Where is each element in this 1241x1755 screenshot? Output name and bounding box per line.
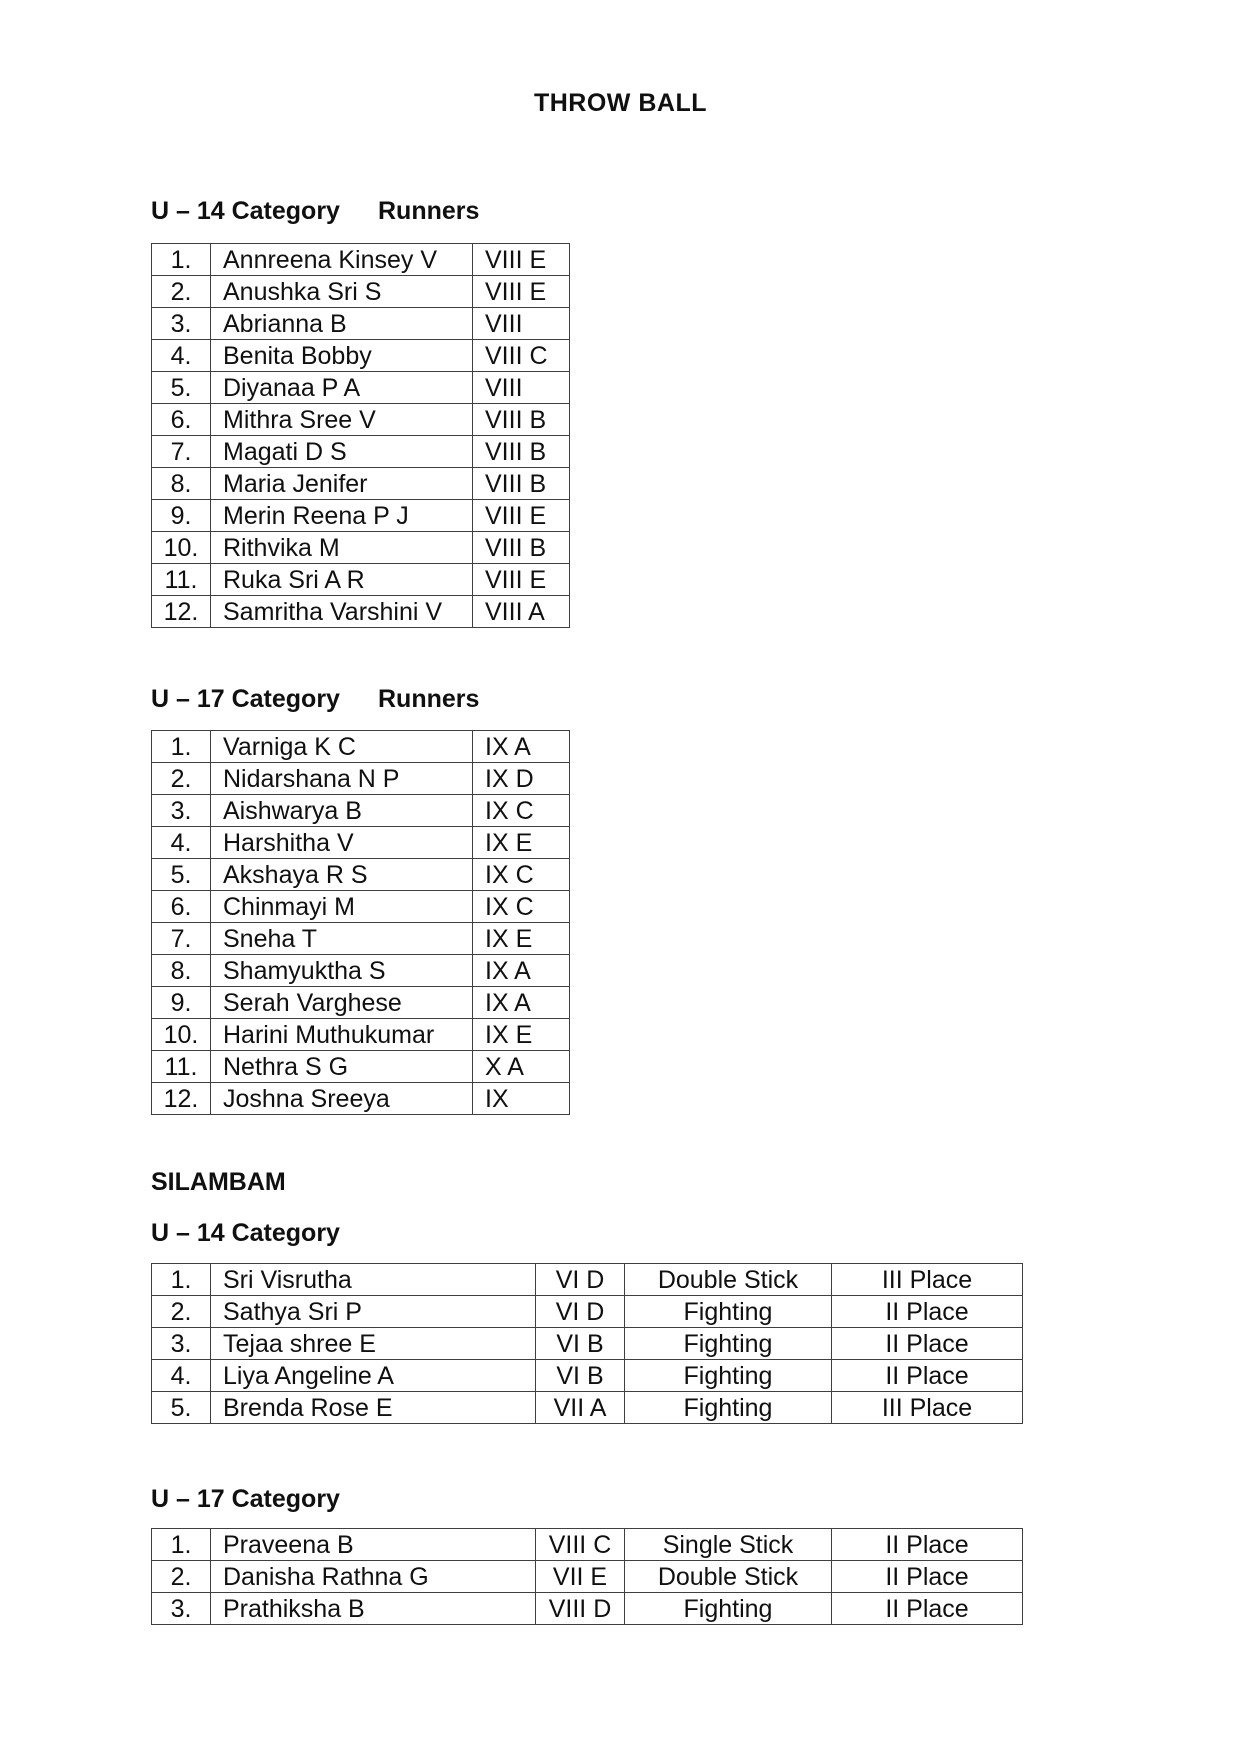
cell-class: VIII E: [473, 244, 570, 276]
silambam-u17-table: [151, 1528, 1023, 1625]
cell-class: VIII E: [473, 500, 570, 532]
cell-name: Praveena B: [211, 1529, 536, 1561]
throwball-u17-table: [151, 730, 570, 1115]
cell-no: 5.: [152, 372, 211, 404]
cell-no: 10.: [152, 532, 211, 564]
table-row: [152, 308, 570, 340]
cell-no: 8.: [152, 468, 211, 500]
category-heading-row: [151, 1484, 1241, 1514]
table-row: [152, 1083, 570, 1115]
throwball-u14-table: [151, 243, 570, 628]
cell-name: Benita Bobby: [211, 340, 473, 372]
cell-no: 1.: [152, 1529, 211, 1561]
cell-class: VIII: [473, 308, 570, 340]
cell-event: Double Stick: [625, 1561, 832, 1593]
cell-name: Harini Muthukumar: [211, 1019, 473, 1051]
table-row: [152, 795, 570, 827]
cell-name: Maria Jenifer: [211, 468, 473, 500]
cell-class: IX A: [473, 731, 570, 763]
cell-no: 7.: [152, 436, 211, 468]
table-row: [152, 731, 570, 763]
cell-no: 9.: [152, 987, 211, 1019]
table-row: [152, 1392, 1023, 1424]
category-subheading: Runners: [378, 685, 480, 713]
cell-name: Akshaya R S: [211, 859, 473, 891]
cell-class: VI D: [536, 1296, 625, 1328]
table-row: [152, 1051, 570, 1083]
table-row: [152, 1328, 1023, 1360]
cell-class: IX E: [473, 923, 570, 955]
table-row: [152, 1019, 570, 1051]
table-row: [152, 1296, 1023, 1328]
cell-no: 7.: [152, 923, 211, 955]
cell-no: 3.: [152, 1593, 211, 1625]
cell-event: Single Stick: [625, 1529, 832, 1561]
cell-name: Serah Varghese: [211, 987, 473, 1019]
sport-heading: SILAMBAM: [151, 1168, 286, 1196]
cell-class: VIII B: [473, 468, 570, 500]
cell-no: 3.: [152, 795, 211, 827]
cell-name: Tejaa shree E: [211, 1328, 536, 1360]
cell-name: Magati D S: [211, 436, 473, 468]
cell-no: 2.: [152, 276, 211, 308]
cell-class: VII E: [536, 1561, 625, 1593]
table-row: [152, 891, 570, 923]
category-subheading: Runners: [378, 197, 480, 225]
cell-class: X A: [473, 1051, 570, 1083]
cell-class: IX C: [473, 891, 570, 923]
cell-class: IX C: [473, 795, 570, 827]
section-throwball-u17: [0, 684, 1241, 1115]
cell-name: Rithvika M: [211, 532, 473, 564]
cell-name: Brenda Rose E: [211, 1392, 536, 1424]
page-title: THROW BALL: [533, 89, 708, 117]
cell-no: 1.: [152, 731, 211, 763]
cell-no: 12.: [152, 596, 211, 628]
cell-name: Sathya Sri P: [211, 1296, 536, 1328]
section-throwball-u14: [0, 196, 1241, 628]
table-row: [152, 1593, 1023, 1625]
cell-class: VIII D: [536, 1593, 625, 1625]
cell-event: Fighting: [625, 1593, 832, 1625]
cell-no: 6.: [152, 404, 211, 436]
cell-place: II Place: [832, 1360, 1023, 1392]
cell-no: 3.: [152, 1328, 211, 1360]
table-row: [152, 763, 570, 795]
cell-name: Joshna Sreeya: [211, 1083, 473, 1115]
cell-class: VIII B: [473, 404, 570, 436]
cell-no: 6.: [152, 891, 211, 923]
cell-class: VIII E: [473, 276, 570, 308]
cell-name: Sri Visrutha: [211, 1264, 536, 1296]
cell-name: Mithra Sree V: [211, 404, 473, 436]
cell-name: Samritha Varshini V: [211, 596, 473, 628]
cell-class: IX A: [473, 955, 570, 987]
cell-name: Abrianna B: [211, 308, 473, 340]
cell-class: VI D: [536, 1264, 625, 1296]
cell-class: VIII A: [473, 596, 570, 628]
cell-class: VIII C: [536, 1529, 625, 1561]
category-heading-row: [151, 684, 1241, 714]
cell-class: VIII: [473, 372, 570, 404]
cell-event: Fighting: [625, 1360, 832, 1392]
cell-name: Varniga K C: [211, 731, 473, 763]
cell-event: Fighting: [625, 1328, 832, 1360]
category-heading: U – 17 Category: [151, 685, 340, 713]
cell-place: II Place: [832, 1296, 1023, 1328]
cell-name: Merin Reena P J: [211, 500, 473, 532]
cell-name: Ruka Sri A R: [211, 564, 473, 596]
cell-class: IX A: [473, 987, 570, 1019]
table-row: [152, 1360, 1023, 1392]
cell-place: II Place: [832, 1593, 1023, 1625]
cell-event: Fighting: [625, 1392, 832, 1424]
category-heading: U – 14 Category: [151, 197, 340, 225]
cell-place: II Place: [832, 1328, 1023, 1360]
cell-place: II Place: [832, 1561, 1023, 1593]
table-row: [152, 596, 570, 628]
category-heading: U – 17 Category: [151, 1485, 340, 1513]
table-row: [152, 436, 570, 468]
cell-class: VI B: [536, 1360, 625, 1392]
silambam-u14-table: [151, 1263, 1023, 1424]
table-row: [152, 404, 570, 436]
table-row: [152, 859, 570, 891]
cell-place: III Place: [832, 1392, 1023, 1424]
cell-name: Liya Angeline A: [211, 1360, 536, 1392]
cell-class: IX: [473, 1083, 570, 1115]
table-row: [152, 244, 570, 276]
cell-class: VI B: [536, 1328, 625, 1360]
cell-no: 4.: [152, 827, 211, 859]
table-row: [152, 955, 570, 987]
cell-no: 3.: [152, 308, 211, 340]
table-row: [152, 1264, 1023, 1296]
cell-name: Danisha Rathna G: [211, 1561, 536, 1593]
cell-class: IX E: [473, 1019, 570, 1051]
cell-no: 1.: [152, 1264, 211, 1296]
cell-class: IX D: [473, 763, 570, 795]
cell-no: 2.: [152, 1296, 211, 1328]
table-row: [152, 987, 570, 1019]
cell-name: Sneha T: [211, 923, 473, 955]
cell-name: Nidarshana N P: [211, 763, 473, 795]
cell-no: 12.: [152, 1083, 211, 1115]
cell-no: 11.: [152, 1051, 211, 1083]
cell-event: Fighting: [625, 1296, 832, 1328]
table-row: [152, 564, 570, 596]
cell-name: Diyanaa P A: [211, 372, 473, 404]
cell-no: 5.: [152, 1392, 211, 1424]
cell-name: Shamyuktha S: [211, 955, 473, 987]
cell-place: III Place: [832, 1264, 1023, 1296]
cell-class: IX E: [473, 827, 570, 859]
cell-name: Prathiksha B: [211, 1593, 536, 1625]
cell-no: 9.: [152, 500, 211, 532]
cell-class: VII A: [536, 1392, 625, 1424]
table-row: [152, 532, 570, 564]
table-row: [152, 276, 570, 308]
cell-class: IX C: [473, 859, 570, 891]
cell-place: II Place: [832, 1529, 1023, 1561]
cell-no: 4.: [152, 1360, 211, 1392]
cell-no: 5.: [152, 859, 211, 891]
cell-name: Nethra S G: [211, 1051, 473, 1083]
table-row: [152, 923, 570, 955]
cell-name: Anushka Sri S: [211, 276, 473, 308]
section-silambam-u14: [0, 1167, 1241, 1424]
cell-class: VIII C: [473, 340, 570, 372]
cell-no: 2.: [152, 763, 211, 795]
cell-class: VIII B: [473, 532, 570, 564]
cell-name: Harshitha V: [211, 827, 473, 859]
category-heading-row: [151, 196, 1241, 226]
section-silambam-u17: [0, 1484, 1241, 1625]
table-row: [152, 1529, 1023, 1561]
cell-no: 2.: [152, 1561, 211, 1593]
table-row: [152, 340, 570, 372]
table-row: [152, 1561, 1023, 1593]
cell-class: VIII E: [473, 564, 570, 596]
cell-name: Chinmayi M: [211, 891, 473, 923]
table-row: [152, 372, 570, 404]
table-row: [152, 827, 570, 859]
cell-name: Aishwarya B: [211, 795, 473, 827]
cell-no: 8.: [152, 955, 211, 987]
cell-no: 4.: [152, 340, 211, 372]
cell-no: 11.: [152, 564, 211, 596]
cell-class: VIII B: [473, 436, 570, 468]
cell-no: 10.: [152, 1019, 211, 1051]
table-row: [152, 468, 570, 500]
category-heading-row: [151, 1218, 1241, 1248]
category-heading: U – 14 Category: [151, 1219, 340, 1247]
cell-name: Annreena Kinsey V: [211, 244, 473, 276]
cell-no: 1.: [152, 244, 211, 276]
table-row: [152, 500, 570, 532]
cell-event: Double Stick: [625, 1264, 832, 1296]
